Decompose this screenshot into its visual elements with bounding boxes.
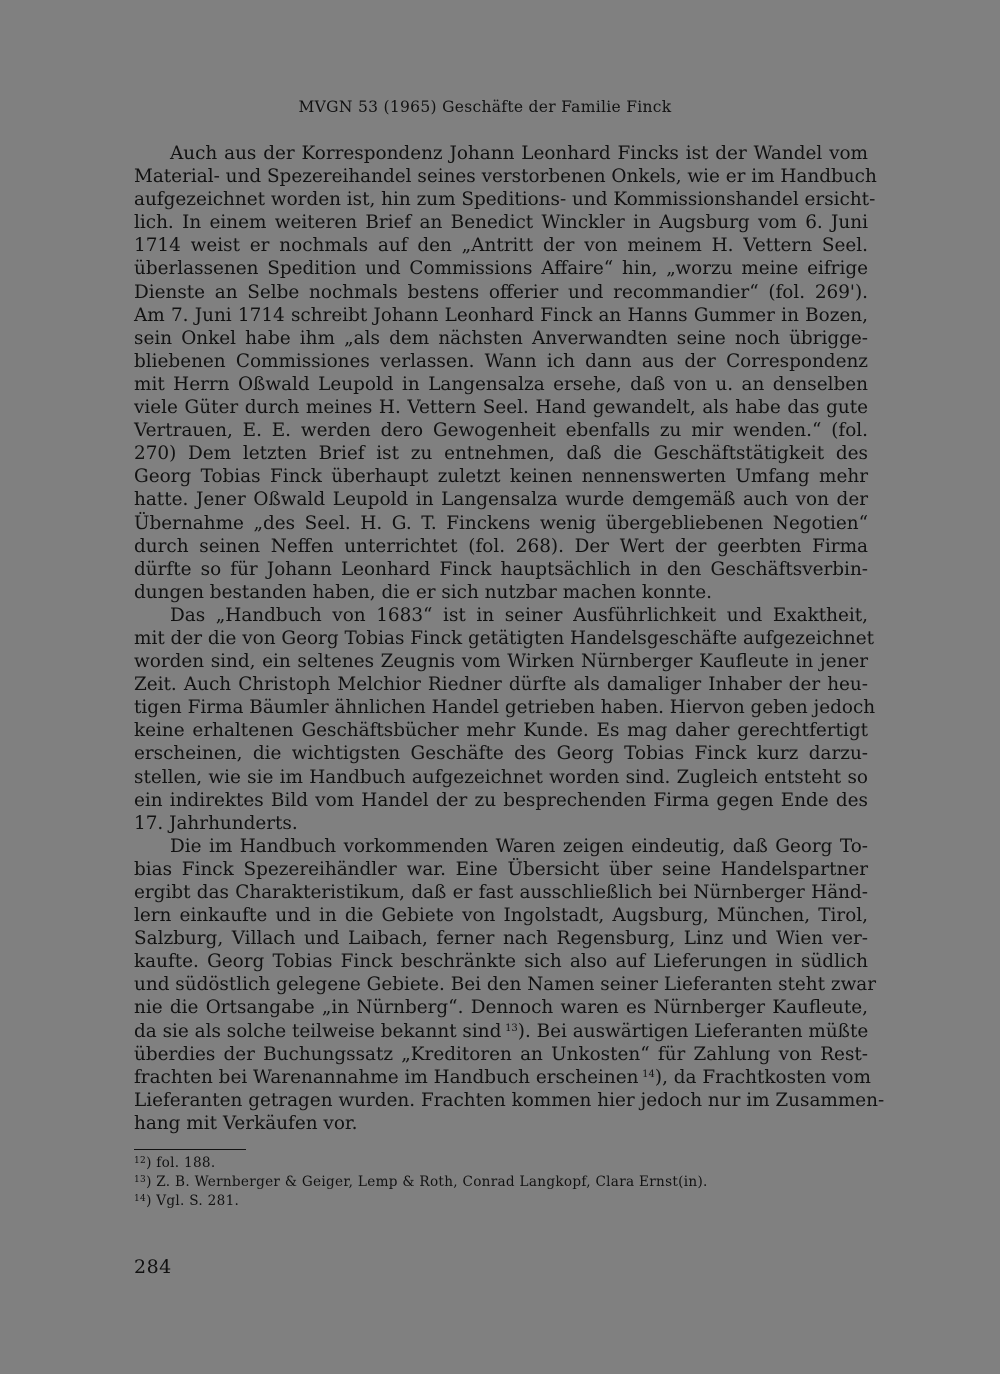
- text-line: nie die Ortsangabe „in Nürnberg“. Dennoch waren es Nürnberger Kaufleute,: [134, 997, 868, 1019]
- text-line: durch seinen Neffen unterrichtet (fol. 268). Der Wert der geerbten Firma: [134, 535, 868, 557]
- text-line: [134, 1066, 871, 1089]
- text-line: dungen bestanden haben, die er sich nutzbar machen konnte.: [134, 581, 712, 603]
- text-line: Vertrauen, E. E. werden dero Gewogenheit ebenfalls zu mir wenden.“ (fol.: [134, 420, 868, 442]
- body-text: [134, 142, 885, 1135]
- running-header: MVGN 53 (1965) Geschäfte der Familie Finck: [298, 98, 672, 116]
- text-line: keine erhaltenen Geschäftsbücher mehr Kunde. Es mag daher gerechtfertigt: [134, 720, 868, 742]
- text-line: Zeit. Auch Christoph Melchior Riedner dürfte als damaliger Inhaber der heu-: [134, 674, 868, 696]
- footnote-ref-14: 14: [642, 1068, 655, 1080]
- footnote: [134, 1192, 868, 1211]
- text-line: Am 7. Juni 1714 schreibt Johann Leonhard Finck an Hanns Gummer in Bozen,: [134, 304, 868, 326]
- text-line: stellen, wie sie im Handbuch aufgezeichnet worden sind. Zugleich entsteht so: [134, 766, 868, 788]
- footnote: [134, 1154, 868, 1173]
- footnote-text: ) Vgl. S. 281.: [146, 1193, 240, 1210]
- text-line: Übernahme „des Seel. H. G. T. Finckens wenig übergebliebenen Negotien“: [134, 512, 868, 534]
- text-line: 1714 weist er nochmals auf den „Antritt der von meinem H. Vettern Seel.: [134, 235, 868, 257]
- text-line: erscheinen, die wichtigsten Geschäfte des Georg Tobias Finck kurz darzu-: [134, 743, 868, 765]
- text-segment: ), da Frachtkosten vom: [654, 1066, 871, 1088]
- text-line: mit der die von Georg Tobias Finck getätigten Handelsgeschäfte aufgezeichnet: [134, 627, 874, 649]
- text-segment: da sie als solche teilweise bekannt sind: [134, 1020, 502, 1042]
- text-line: kaufte. Georg Tobias Finck beschränkte sich also auf Lieferungen in südlich: [134, 951, 868, 973]
- text-line: Auch aus der Korrespondenz Johann Leonhard Fincks ist der Wandel vom: [170, 143, 868, 164]
- text-line: lern einkaufte und in die Gebiete von Ingolstadt, Augsburg, München, Tirol,: [134, 905, 868, 927]
- footnote-ref-13: 13: [505, 1022, 518, 1034]
- footnote-text: ) fol. 188.: [146, 1155, 216, 1172]
- text-line: überlassenen Spedition und Commissions Affaire“ hin, „worzu meine eifrige: [134, 258, 868, 280]
- text-line: Dienste an Selbe nochmals bestens offerier und recommandier“ (fol. 269').: [134, 281, 868, 303]
- text-line: Das „Handbuch von 1683“ ist in seiner Ausführlichkeit und Exaktheit,: [170, 604, 868, 626]
- text-line: viele Güter durch meines H. Vettern Seel. Hand gewandelt, als habe das gute: [134, 397, 868, 419]
- footnote-number: 14: [134, 1194, 147, 1205]
- text-line: hatte. Jener Oßwald Leupold in Langensalza wurde demgemäß auch von der: [134, 489, 868, 511]
- paragraph: [134, 835, 885, 1135]
- text-line: bliebenen Commissiones verlassen. Wann ich dann aus der Correspondenz: [134, 350, 868, 372]
- text-line: bias Finck Spezereihändler war. Eine Übersicht über seine Handelspartner: [134, 858, 868, 880]
- footnotes: [134, 1154, 868, 1211]
- footnote-text: ) Z. B. Wernberger & Geiger, Lemp & Roth, Conrad Langkopf, Clara Ernst(in).: [146, 1174, 708, 1191]
- paragraph: [134, 604, 876, 835]
- footnote: [134, 1173, 868, 1192]
- text-line: ergibt das Charakteristikum, daß er fast ausschließlich bei Nürnberger Händ-: [134, 882, 868, 903]
- footnote-divider: [134, 1149, 246, 1150]
- text-line: Die im Handbuch vorkommenden Waren zeigen eindeutig, daß Georg To-: [170, 835, 868, 857]
- text-line: sein Onkel habe ihm „als dem nächsten Anverwandten seine noch übrigge-: [134, 327, 868, 349]
- text-line: Material- und Spezereihandel seines verstorbenen Onkels, wie er im Handbuch: [134, 166, 877, 188]
- text-line: 270) Dem letzten Brief ist zu entnehmen, daß die Geschäftstätigkeit des: [134, 443, 868, 465]
- text-segment: ). Bei auswärtigen Lieferanten müßte: [517, 1020, 869, 1042]
- text-line: aufgezeichnet worden ist, hin zum Speditions- und Kommissionshandel ersicht-: [134, 189, 876, 211]
- text-line: Lieferanten getragen wurden. Frachten kommen hier jedoch nur im Zusammen-: [134, 1089, 885, 1111]
- text-line: tigen Firma Bäumler ähnlichen Handel getrieben haben. Hiervon geben jedoch: [134, 697, 876, 719]
- text-line: dürfte so für Johann Leonhard Finck hauptsächlich in den Geschäftsverbin-: [134, 558, 868, 580]
- page: [134, 96, 885, 1211]
- text-line: worden sind, ein seltenes Zeugnis vom Wirken Nürnberger Kaufleute in jener: [134, 651, 868, 673]
- text-segment: frachten bei Warenannahme im Handbuch erscheinen: [134, 1066, 639, 1088]
- text-line: Salzburg, Villach und Laibach, ferner nach Regensburg, Linz und Wien ver-: [134, 928, 868, 950]
- text-line: ein indirektes Bild vom Handel der zu besprechenden Firma gegen Ende des: [134, 789, 868, 811]
- text-line: und südöstlich gelegene Gebiete. Bei den Namen seiner Lieferanten steht zwar: [134, 974, 877, 996]
- page-number: 284: [134, 1256, 172, 1278]
- text-line: 17. Jahrhunderts.: [134, 812, 298, 834]
- text-line: hang mit Verkäufen vor.: [134, 1112, 358, 1134]
- text-line: [134, 1020, 868, 1043]
- text-line: überdies der Buchungssatz „Kreditoren an Unkosten“ für Zahlung von Rest-: [134, 1043, 868, 1065]
- text-line: Georg Tobias Finck überhaupt zuletzt keinen nennenswerten Umfang mehr: [134, 466, 868, 488]
- text-line: lich. In einem weiteren Brief an Benedict Winckler in Augsburg vom 6. Juni: [134, 212, 868, 234]
- text-line: mit Herrn Oßwald Leupold in Langensalza ersehe, daß von u. an denselben: [134, 373, 868, 395]
- footnote-number: 13: [134, 1175, 147, 1186]
- paragraph: [134, 142, 877, 604]
- footnote-number: 12: [134, 1156, 147, 1167]
